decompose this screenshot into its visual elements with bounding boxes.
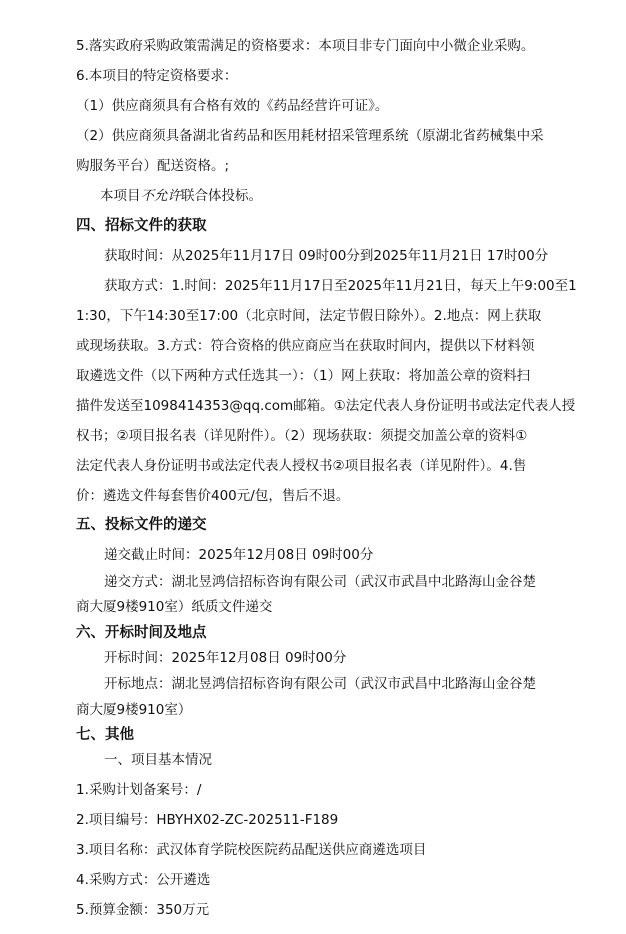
submit-method: 递交方式：湖北昱鸿信招标咨询有限公司（武汉市武昌中北路海山金谷楚 xyxy=(104,574,536,590)
section-heading-obtain: 四、招标文件的获取 xyxy=(76,218,207,234)
obtain-method-cont-1: 1:30，下午14:30至17:00（北京时间，法定节假日除外）。2.地点：网上获取 xyxy=(76,308,542,324)
specific-qualification-heading: 6.本项目的特定资格要求： xyxy=(76,68,238,84)
submit-deadline: 递交截止时间：2025年12月08日 09时00分 xyxy=(104,547,374,563)
opening-location: 开标地点：湖北昱鸿信招标咨询有限公司（武汉市武昌中北路海山金谷楚 xyxy=(104,676,536,692)
project-basic-info-heading: 一、项目基本情况 xyxy=(104,752,212,768)
consortium-text-c: 联合体投标。 xyxy=(181,188,262,204)
procurement-method: 4.采购方式：公开遴选 xyxy=(76,872,211,888)
opening-location-cont: 商大厦9楼910室） xyxy=(76,702,192,718)
obtain-method-cont-6: 法定代表人身份证明书或法定代表人授权书②项目报名表（详见附件）。4.售 xyxy=(76,458,527,474)
qualification-item-2: （2）供应商须具备湖北省药品和医用耗材招采管理系统（原湖北省药械集中采 xyxy=(76,128,544,144)
submit-method-cont: 商大厦9楼910室）纸质文件递交 xyxy=(76,599,273,615)
opening-time: 开标时间：2025年12月08日 09时00分 xyxy=(104,650,347,666)
consortium-text-a: 本项目 xyxy=(100,188,141,204)
section-heading-opening: 六、开标时间及地点 xyxy=(76,625,207,641)
obtain-method-cont-5: 权书；②项目报名表（详见附件）。（2）现场获取：须提交加盖公章的资料① xyxy=(76,428,528,444)
project-name: 3.项目名称：武汉体育学院校医院药品配送供应商遴选项目 xyxy=(76,842,427,858)
budget-amount: 5.预算金额：350万元 xyxy=(76,902,210,918)
qualification-item-1: （1）供应商须具有合格有效的《药品经营许可证》。 xyxy=(76,98,389,114)
section-heading-submit: 五、投标文件的递交 xyxy=(76,517,207,533)
consortium-not-allowed: 不允许 xyxy=(140,188,181,204)
qualification-item-2-cont: 购服务平台）配送资格。; xyxy=(76,158,230,174)
consortium-bid-line xyxy=(100,187,262,205)
obtain-time: 获取时间：从2025年11月17日 09时00分到2025年11月21日 17时00分 xyxy=(104,248,549,264)
plan-record-number: 1.采购计划备案号：/ xyxy=(76,782,202,798)
obtain-method: 获取方式：1.时间：2025年11月17日至2025年11月21日，每天上午9:00至1 xyxy=(104,278,577,294)
obtain-method-cont-7: 价：遴选文件每套售价400元/包，售后不退。 xyxy=(76,488,350,504)
obtain-method-cont-4: 描件发送至1098414353@qq.com邮箱。①法定代表人身份证明书或法定代表人授 xyxy=(76,398,576,414)
qualification-policy-line: 5.落实政府采购政策需满足的资格要求：本项目非专门面向中小微企业采购。 xyxy=(76,38,535,54)
obtain-method-cont-2: 或现场获取。3.方式：符合资格的供应商应当在获取时间内，提供以下材料领 xyxy=(76,338,535,354)
obtain-method-cont-3: 取遴选文件（以下两种方式任选其一）：（1）网上获取：将加盖公章的资料扫 xyxy=(76,368,531,384)
project-number: 2.项目编号：HBYHX02-ZC-202511-F189 xyxy=(76,812,339,828)
section-heading-other: 七、其他 xyxy=(76,727,134,743)
